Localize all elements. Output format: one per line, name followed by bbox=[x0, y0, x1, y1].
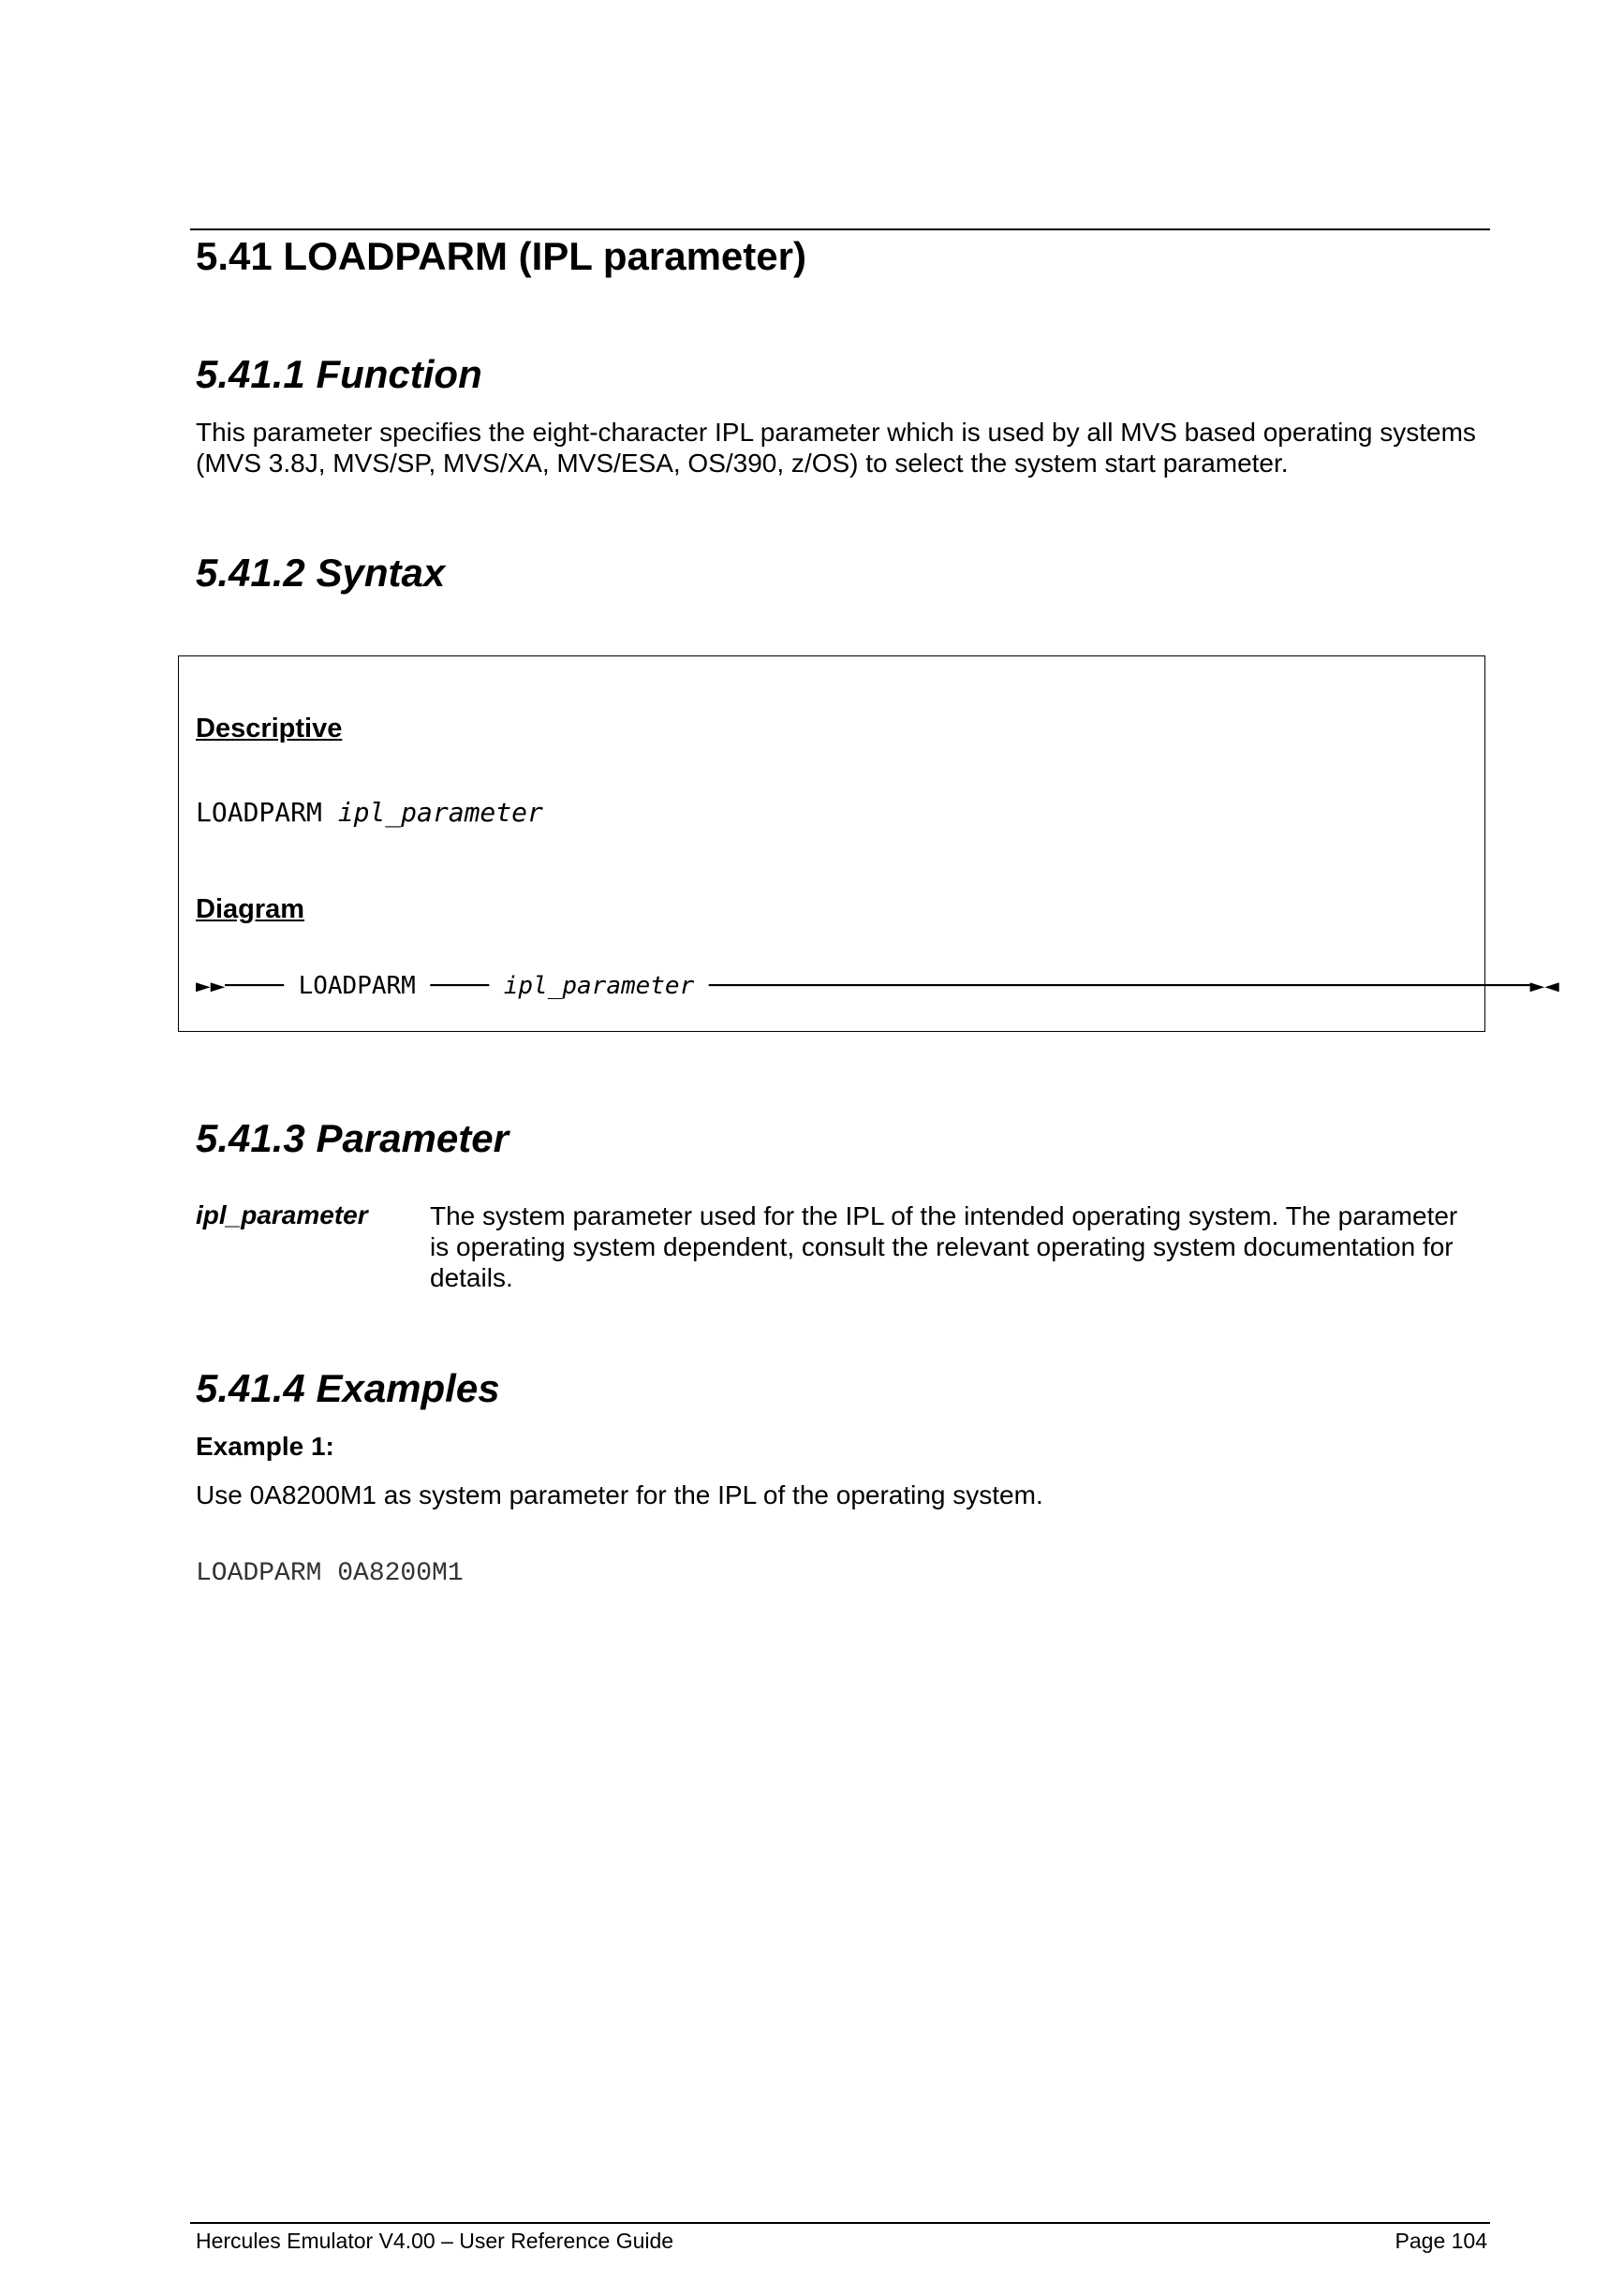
footer-rule bbox=[190, 2222, 1490, 2224]
diagram-param: ipl_parameter bbox=[503, 972, 695, 1000]
descriptive-label: Descriptive bbox=[196, 714, 343, 743]
descriptive-syntax bbox=[196, 797, 543, 828]
examples-heading: 5.41.4 Examples bbox=[196, 1366, 500, 1410]
diagram-start-arrow: ►►──── bbox=[196, 972, 284, 1000]
parameter-description: The system parameter used for the IPL of the intended operating system. The parameter is operating system dependent, consult the relevant operating system documentation for details. bbox=[430, 1201, 1458, 1292]
header-rule bbox=[190, 228, 1490, 230]
parameter-name: ipl_parameter bbox=[196, 1200, 368, 1229]
descriptive-keyword: LOADPARM bbox=[196, 797, 322, 828]
example1-code: LOADPARM 0A8200M1 bbox=[196, 1559, 464, 1588]
page-number: Page 104 bbox=[1395, 2229, 1487, 2253]
syntax-diagram bbox=[196, 972, 1559, 1000]
syntax-heading: 5.41.2 Syntax bbox=[196, 551, 446, 595]
diagram-tail: ────────────────────────────────────────────────────────►◄ bbox=[708, 972, 1559, 1000]
parameter-heading: 5.41.3 Parameter bbox=[196, 1116, 509, 1160]
descriptive-param: ipl_parameter bbox=[337, 797, 543, 828]
diagram-label: Diagram bbox=[196, 894, 305, 924]
example1-label: Example 1: bbox=[196, 1432, 334, 1461]
example1-text: Use 0A8200M1 as system parameter for the IPL of the operating system. bbox=[196, 1480, 1043, 1509]
section-title: 5.41 LOADPARM (IPL parameter) bbox=[196, 234, 806, 278]
diagram-separator: ──── bbox=[430, 972, 490, 1000]
function-text: This parameter specifies the eight-character IPL parameter which is used by all MVS based operating systems (MVS 3.8J, MVS/SP, MVS/XA, MVS/ESA, OS/390, z/OS) to select the system start parameter. bbox=[196, 418, 1476, 478]
function-heading: 5.41.1 Function bbox=[196, 352, 482, 396]
diagram-keyword: LOADPARM bbox=[298, 972, 416, 1000]
footer-title: Hercules Emulator V4.00 – User Reference Guide bbox=[196, 2229, 674, 2253]
